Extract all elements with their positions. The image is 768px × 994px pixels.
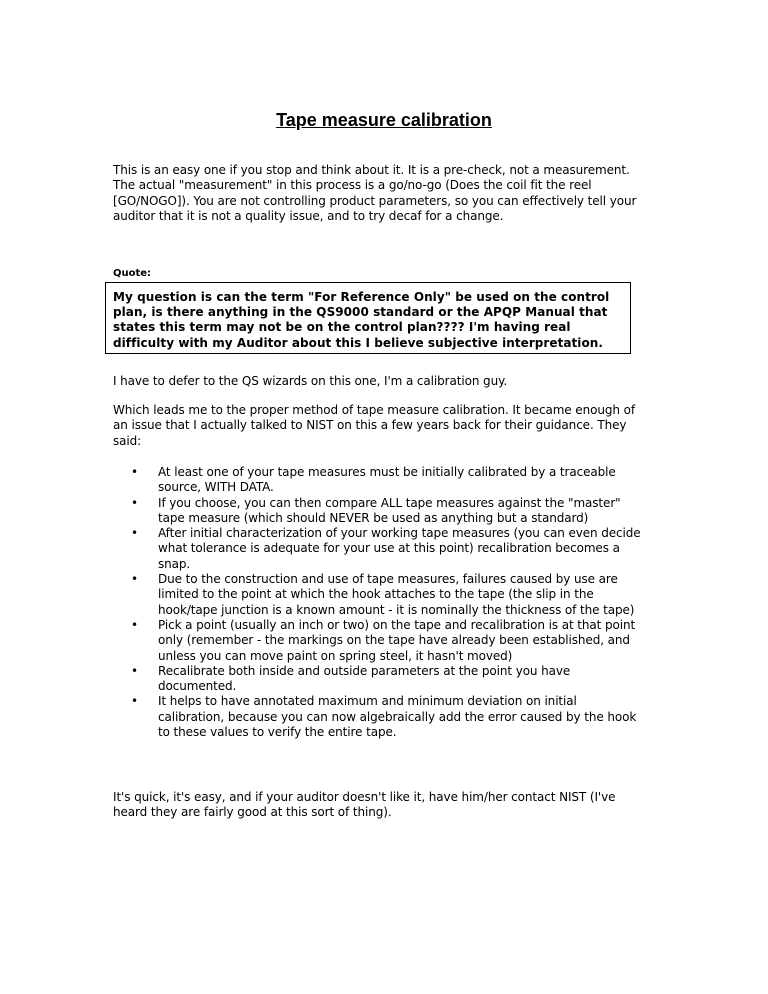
quote-text: My question is can the term "For Reference Only" be used on the control plan, is there anything in the QS9000 standard or the APQP Manual that states this term may not be on the control plan???? I'm having real difficulty with my Auditor about this I believe subjective interpretation. (113, 290, 610, 350)
closing-paragraph: It's quick, it's easy, and if your auditor doesn't like it, have him/her contact NIST (I've heard they are fairly good at this sort of thing). (113, 790, 616, 820)
bullet-icon: • (131, 465, 138, 479)
list-item (113, 618, 643, 664)
list-item-text: After initial characterization of your working tape measures (you can even decide what tolerance is adequate for your use at this point) recalibration becomes a snap. (158, 526, 641, 571)
document-title: Tape measure calibration (276, 110, 492, 130)
bullet-icon: • (131, 663, 138, 678)
bullet-icon: • (131, 495, 138, 510)
list-item (113, 694, 643, 740)
bullet-icon: • (131, 694, 138, 709)
intro-paragraph: This is an easy one if you stop and think about it. It is a pre-check, not a measurement. The actual "measurement" in this process is a go/no-go (Does the coil fit the reel [GO/NOGO]). You are not controlling product parameters, so you can effectively tell your auditor that it is not a quality issue, and to try decaf for a change. (113, 163, 637, 223)
leads-paragraph: Which leads me to the proper method of tape measure calibration. It became enough of an issue that I actually talked to NIST on this a few years back for their guidance. They said: (113, 403, 635, 448)
list-item-text: At least one of your tape measures must be initially calibrated by a traceable source, WITH DATA. (158, 465, 616, 495)
list-item-text: Recalibrate both inside and outside parameters at the point you have documented. (158, 663, 571, 694)
list-item (113, 496, 643, 527)
list-item (113, 465, 643, 496)
list-item (113, 664, 643, 695)
list-item-text: Due to the construction and use of tape measures, failures caused by use are limited to the point at which the hook attaches to the tape (the slip in the hook/tape junction is a known amount - it is nominally the thickness of the tape) (158, 572, 635, 617)
list-item (113, 526, 643, 572)
quote-label: Quote: (113, 268, 152, 279)
quote-box (105, 282, 631, 354)
bullet-icon: • (131, 526, 138, 541)
defer-paragraph: I have to defer to the QS wizards on this one, I'm a calibration guy. (113, 374, 508, 388)
guidance-list (113, 465, 643, 740)
bullet-icon: • (131, 572, 138, 587)
bullet-icon: • (131, 617, 138, 632)
list-item-text: If you choose, you can then compare ALL tape measures against the "master" tape measure (which should NEVER be used as anything but a standard) (158, 495, 621, 525)
list-item (113, 572, 643, 618)
list-item-text: It helps to have annotated maximum and minimum deviation on initial calibration, because you can now algebraically add the error caused by the hook to these values to verify the entire tape. (158, 694, 637, 740)
list-item-text: Pick a point (usually an inch or two) on the tape and recalibration is at that point only (remember - the markings on the tape have already been established, and unless you can move paint on spring steel, it hasn't moved) (158, 617, 636, 663)
